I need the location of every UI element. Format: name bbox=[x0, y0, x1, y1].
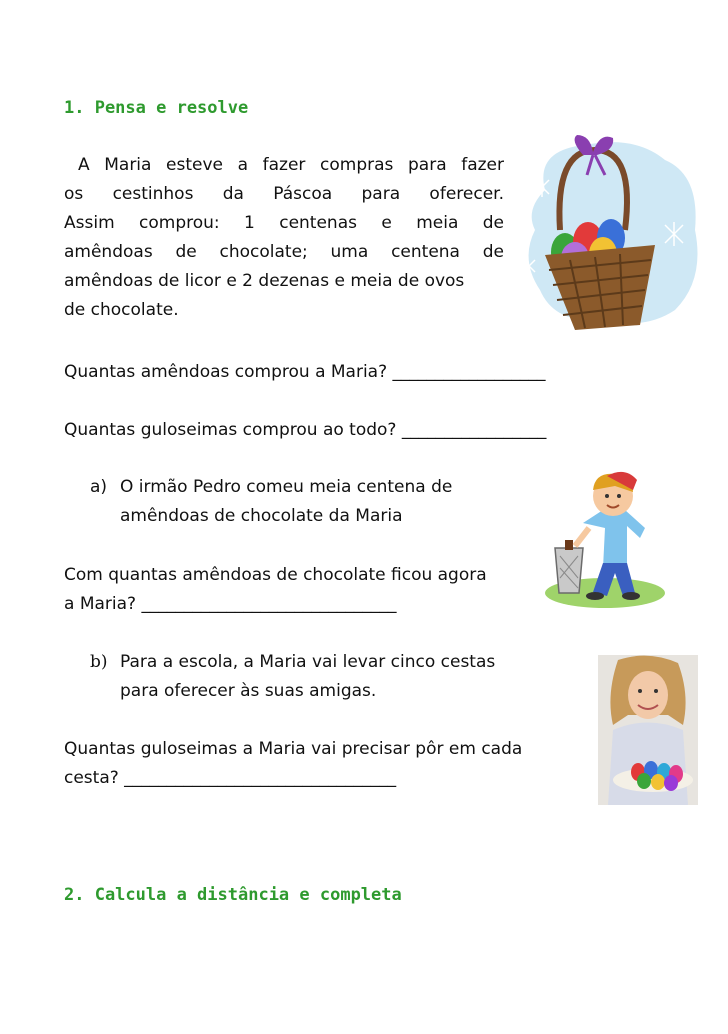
intro-line: amêndoas de licor e 2 dezenas e meia de ovos bbox=[64, 271, 465, 291]
item-b bbox=[90, 648, 495, 706]
intro-line: Assim comprou: 1 centenas e meia de bbox=[64, 213, 504, 233]
girl-with-eggs-photo bbox=[598, 655, 698, 805]
item-a-line: amêndoas de chocolate da Maria bbox=[120, 506, 403, 526]
intro-line: os cestinhos da Páscoa para oferecer. bbox=[64, 184, 504, 204]
boy-illustration bbox=[545, 468, 670, 608]
item-b-line: para oferecer às suas amigas. bbox=[120, 681, 377, 701]
question-3 bbox=[64, 561, 487, 619]
intro-line: A Maria esteve a fazer compras para fazer bbox=[78, 155, 504, 175]
section-2-heading: 2. Calcula a distância e completa bbox=[64, 885, 402, 905]
question-3-line: Com quantas amêndoas de chocolate ficou agora bbox=[64, 565, 487, 585]
item-b-marker: b) bbox=[90, 652, 108, 672]
item-b-line: Para a escola, a Maria vai levar cinco cestas bbox=[120, 652, 496, 672]
easter-basket-illustration bbox=[515, 130, 705, 330]
question-1: Quantas amêndoas comprou a Maria? __________________ bbox=[64, 362, 546, 382]
question-4-line: Quantas guloseimas a Maria vai precisar pôr em cada bbox=[64, 739, 523, 759]
intro-line: amêndoas de chocolate; uma centena de bbox=[64, 242, 504, 262]
question-3-line: a Maria? ______________________________ bbox=[64, 594, 397, 614]
intro-line: de chocolate. bbox=[64, 300, 179, 320]
section-1-heading: 1. Pensa e resolve bbox=[64, 98, 249, 118]
question-2: Quantas guloseimas comprou ao todo? _________________ bbox=[64, 420, 547, 440]
question-4-line: cesta? ________________________________ bbox=[64, 768, 397, 788]
item-a-line: O irmão Pedro comeu meia centena de bbox=[120, 477, 453, 497]
intro-paragraph bbox=[64, 151, 504, 325]
question-4 bbox=[64, 735, 522, 793]
item-a bbox=[90, 473, 452, 531]
item-a-marker: a) bbox=[90, 477, 108, 497]
